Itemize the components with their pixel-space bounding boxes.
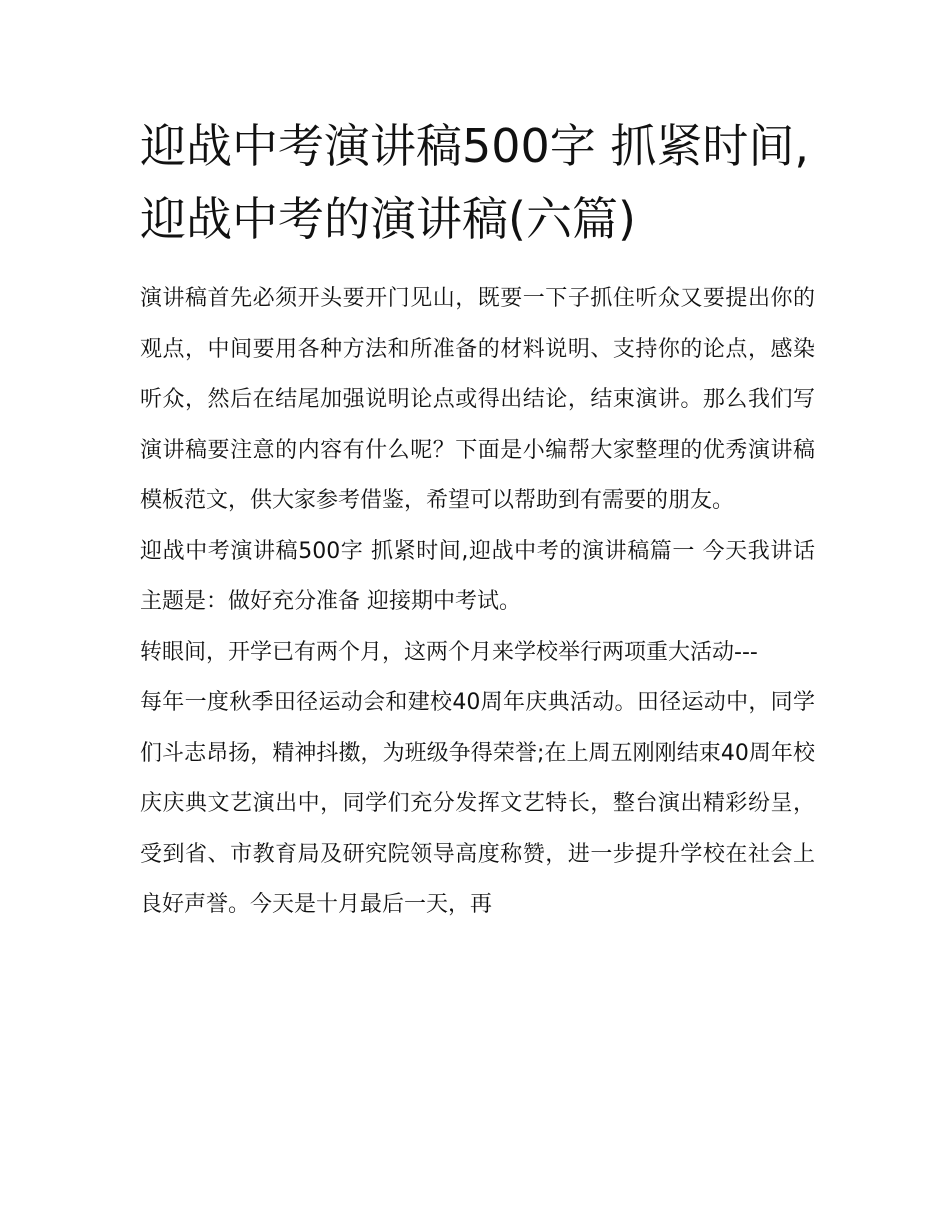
paragraph-speech-one: 迎战中考演讲稿500字 抓紧时间,迎战中考的演讲稿篇一 今天我讲话主题是：做好充分准备 迎接期中考试。 <box>140 538 815 614</box>
paragraph-intro: 演讲稿首先必须开头要开门见山，既要一下子抓住听众又要提出你的观点，中间要用各种方法和所准备的材料说明、支持你的论点，感染听众，然后在结尾加强说明论点或得出结论，结束演讲。那么我们写演讲稿要注意的内容有什么呢？下面是小编帮大家整理的优秀演讲稿模板范文，供大家参考借鉴，希望可以帮助到有需要的朋友。 <box>140 286 815 513</box>
paragraph-activities: 每年一度秋季田径运动会和建校40周年庆典活动。田径运动中，同学们斗志昂扬，精神抖擞，为班级争得荣誉;在上周五刚刚结束40周年校庆庆典文艺演出中，同学们充分发挥文艺特长，整台演出精彩纷呈，受到省、市教育局及研究院领导高度称赞，进一步提升学校在社会上良好声誉。今天是十月最后一天，再 <box>140 690 815 917</box>
document-page <box>140 110 815 931</box>
paragraph-two-months: 转眼间，开学已有两个月，这两个月来学校举行两项重大活动--- <box>140 639 758 665</box>
document-title: 迎战中考演讲稿500字 抓紧时间,迎战中考的演讲稿(六篇) <box>140 119 810 246</box>
